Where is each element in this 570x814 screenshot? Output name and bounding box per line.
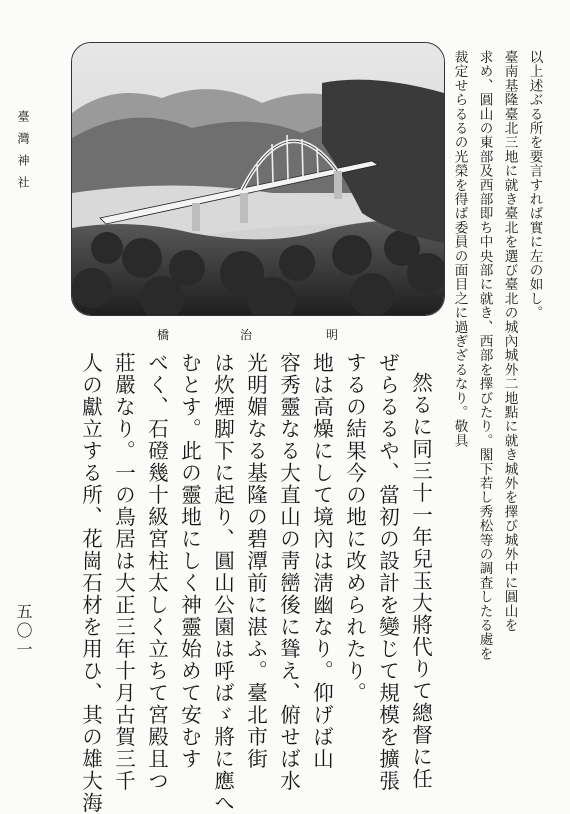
lower-column-9: べく、石磴幾十級宮柱太しく立ちて宮殿且つ — [144, 352, 169, 792]
photo-caption-char-3: 橋 — [157, 328, 170, 342]
upper-column-2: 臺南基隆臺北三地に就き臺北を選び臺北の城內城外二地點に就き城外を擇び城外中に圓山を — [501, 50, 518, 633]
lower-column-4: 地は高燥にして境內は淸幽なり。仰げば山 — [309, 352, 334, 770]
lower-column-3: するの結果今の地に改められたり。 — [342, 352, 367, 704]
page-number: 五〇一 — [14, 603, 33, 660]
lower-column-11: 人の獻立する所、花崗石材を用ひ、其の雄大海 — [78, 352, 103, 814]
upper-column-3: 求め、圓山の東部及西部即ち中央部に就き、西部を擇びたり。閣下若し秀松等の調査したる處を — [476, 50, 493, 661]
lower-column-6: 光明媚なる基隆の碧潭前に湛ふ。臺北市街 — [243, 352, 268, 770]
lower-column-1: 然るに同三十一年兒玉大將代りて總督に任 — [408, 372, 433, 790]
bridge-photograph — [71, 42, 445, 316]
lower-column-5: 容秀靈なる大直山の靑巒後に聳え、俯せば水 — [276, 352, 301, 792]
upper-column-4: 裁定せらるるの光榮を得ば委員の面目之に過ぎざるなり。敬具 — [451, 50, 468, 448]
side-running-title: 臺灣神社 — [16, 110, 30, 198]
lower-column-10: 莊嚴なり。一の鳥居は大正三年十月古賀三千 — [111, 352, 136, 792]
photo-caption-char-1: 明 — [326, 328, 339, 342]
bridge-photo-illustration — [72, 43, 444, 315]
lower-column-7: は炊煙脚下に起り、圓山公園は呼ばゞ將に應へ — [210, 352, 235, 814]
upper-column-1: 以上述ぶる所を要言すれば實に左の如し。 — [526, 50, 543, 320]
lower-column-8: むとす。此の靈地にしく神靈始めて安むす — [177, 352, 202, 770]
photo-caption-char-2: 治 — [240, 328, 253, 342]
lower-column-2: ぜらるるや、當初の設計を變じて規模を擴張 — [375, 352, 400, 792]
